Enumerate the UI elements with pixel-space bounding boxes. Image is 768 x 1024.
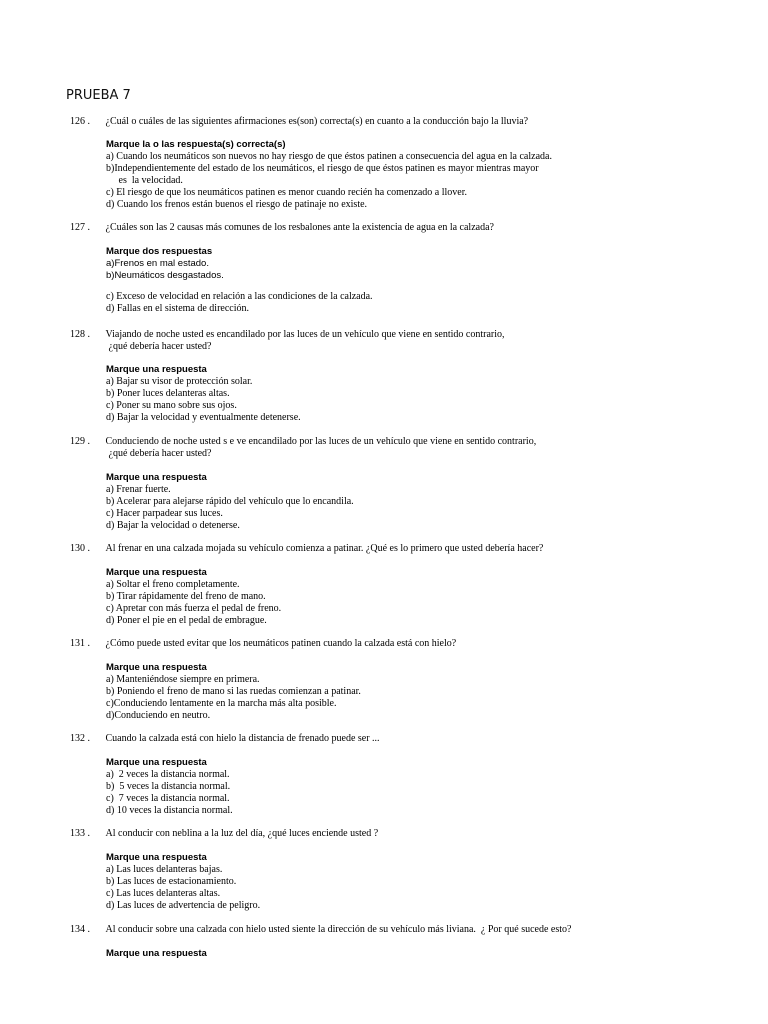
option-d: d) 10 veces la distancia normal. <box>106 805 233 816</box>
options-127 <box>106 258 373 315</box>
option-a: a) Soltar el freno completamente. <box>106 579 240 590</box>
question-instruction: Marque una respuesta <box>106 364 207 375</box>
question-text: Al conducir sobre una calzada con hielo usted siente la dirección de su vehículo más liviana. ¿ Por qué sucede esto? <box>105 924 572 935</box>
option-c: c) Exceso de velocidad en relación a las condiciones de la calzada. <box>106 291 373 302</box>
option-b: b) 5 veces la distancia normal. <box>106 781 231 792</box>
page-title: PRUEBA 7 <box>66 88 131 103</box>
option-spacer <box>106 282 373 291</box>
question-127 <box>70 222 494 234</box>
option-d: d) Fallas en el sistema de dirección. <box>106 303 250 314</box>
option-a: a) Manteniéndose siempre en primera. <box>106 674 260 685</box>
question-128 <box>70 329 505 353</box>
options-129 <box>106 484 354 532</box>
option-b: b) Las luces de estacionamiento. <box>106 876 237 887</box>
option-b: b) Poniendo el freno de mano si las ruedas comienzan a patinar. <box>106 686 361 697</box>
question-instruction: Marque una respuesta <box>106 948 207 959</box>
question-number: 128 . <box>70 329 90 340</box>
question-instruction: Marque una respuesta <box>106 472 207 483</box>
option-a: a) Bajar su visor de protección solar. <box>106 376 253 387</box>
question-instruction: Marque la o las respuesta(s) correcta(s) <box>106 139 286 150</box>
question-text: Al conducir con neblina a la luz del día, ¿qué luces enciende usted ? <box>105 828 379 839</box>
options-131 <box>106 674 361 722</box>
question-text: Cuando la calzada está con hielo la distancia de frenado puede ser ... <box>105 733 380 744</box>
option-d: d) Cuando los frenos están buenos el riesgo de patinaje no existe. <box>106 199 368 210</box>
options-126 <box>106 151 552 211</box>
option-a: a) 2 veces la distancia normal. <box>106 769 230 780</box>
question-number: 133 . <box>70 828 90 839</box>
option-a: a)Frenos en mal estado. <box>106 258 209 269</box>
option-c: c) Las luces delanteras altas. <box>106 888 221 899</box>
question-text: ¿Cuál o cuáles de las siguientes afirmaciones es(son) correcta(s) en cuanto a la conducción bajo la lluvia? <box>105 116 529 127</box>
option-c: c) Poner su mano sobre sus ojos. <box>106 400 237 411</box>
options-130 <box>106 579 281 627</box>
question-132 <box>70 733 380 745</box>
option-a: a) Las luces delanteras bajas. <box>106 864 223 875</box>
question-130 <box>70 543 543 555</box>
option-b: b) Poner luces delanteras altas. <box>106 388 230 399</box>
question-number: 127 . <box>70 222 90 233</box>
question-instruction: Marque una respuesta <box>106 567 207 578</box>
question-131 <box>70 638 456 650</box>
question-number: 129 . <box>70 436 90 447</box>
option-d: d) Bajar la velocidad y eventualmente detenerse. <box>106 412 301 423</box>
question-number: 126 . <box>70 116 90 127</box>
option-c: c) Apretar con más fuerza el pedal de freno. <box>106 603 282 614</box>
question-text: ¿Cuáles son las 2 causas más comunes de los resbalones ante la existencia de agua en la calzada? <box>105 222 494 233</box>
option-b-continued: es la velocidad. <box>106 175 183 186</box>
option-a: a) Cuando los neumáticos son nuevos no hay riesgo de que éstos patinen a consecuencia del agua en la calzada. <box>106 151 552 162</box>
question-instruction: Marque una respuesta <box>106 852 207 863</box>
question-text: Viajando de noche usted es encandilado por las luces de un vehículo que viene en sentido contrario, ¿qué debería hacer usted? <box>105 329 505 352</box>
option-b: b)Independientemente del estado de los neumáticos, el riesgo de que éstos patinen es mayor mientras mayor <box>106 163 539 174</box>
options-128 <box>106 376 301 424</box>
question-number: 132 . <box>70 733 90 744</box>
option-d: d) Bajar la velocidad o detenerse. <box>106 520 240 531</box>
option-b: b) Tirar rápidamente del freno de mano. <box>106 591 266 602</box>
question-text: Al frenar en una calzada mojada su vehículo comienza a patinar. ¿Qué es lo primero que usted debería hacer? <box>105 543 544 554</box>
question-number: 130 . <box>70 543 90 554</box>
option-b: b)Neumáticos desgastados. <box>106 270 224 281</box>
question-134 <box>70 924 571 936</box>
question-129 <box>70 436 536 460</box>
question-instruction: Marque una respuesta <box>106 757 207 768</box>
question-instruction: Marque una respuesta <box>106 662 207 673</box>
question-126 <box>70 116 528 128</box>
options-132 <box>106 769 233 817</box>
question-text: Conduciendo de noche usted s e ve encandilado por las luces de un vehículo que viene en sentido contrario, ¿qué debería hacer usted? <box>105 436 537 459</box>
question-instruction: Marque dos respuestas <box>106 246 213 257</box>
options-133 <box>106 864 260 912</box>
option-d: d) Las luces de advertencia de peligro. <box>106 900 261 911</box>
option-c: c) El riesgo de que los neumáticos patinen es menor cuando recién ha comenzado a llover. <box>106 187 467 198</box>
option-a: a) Frenar fuerte. <box>106 484 171 495</box>
option-c: c) 7 veces la distancia normal. <box>106 793 230 804</box>
question-number: 131 . <box>70 638 90 649</box>
option-d: d) Poner el pie en el pedal de embrague. <box>106 615 267 626</box>
option-d: d)Conduciendo en neutro. <box>106 710 211 721</box>
question-133 <box>70 828 378 840</box>
question-number: 134 . <box>70 924 90 935</box>
option-c: c) Hacer parpadear sus luces. <box>106 508 223 519</box>
question-text: ¿Cómo puede usted evitar que los neumáticos patinen cuando la calzada está con hielo? <box>105 638 457 649</box>
option-c: c)Conduciendo lentamente en la marcha más alta posible. <box>106 698 337 709</box>
option-b: b) Acelerar para alejarse rápido del vehículo que lo encandila. <box>106 496 354 507</box>
